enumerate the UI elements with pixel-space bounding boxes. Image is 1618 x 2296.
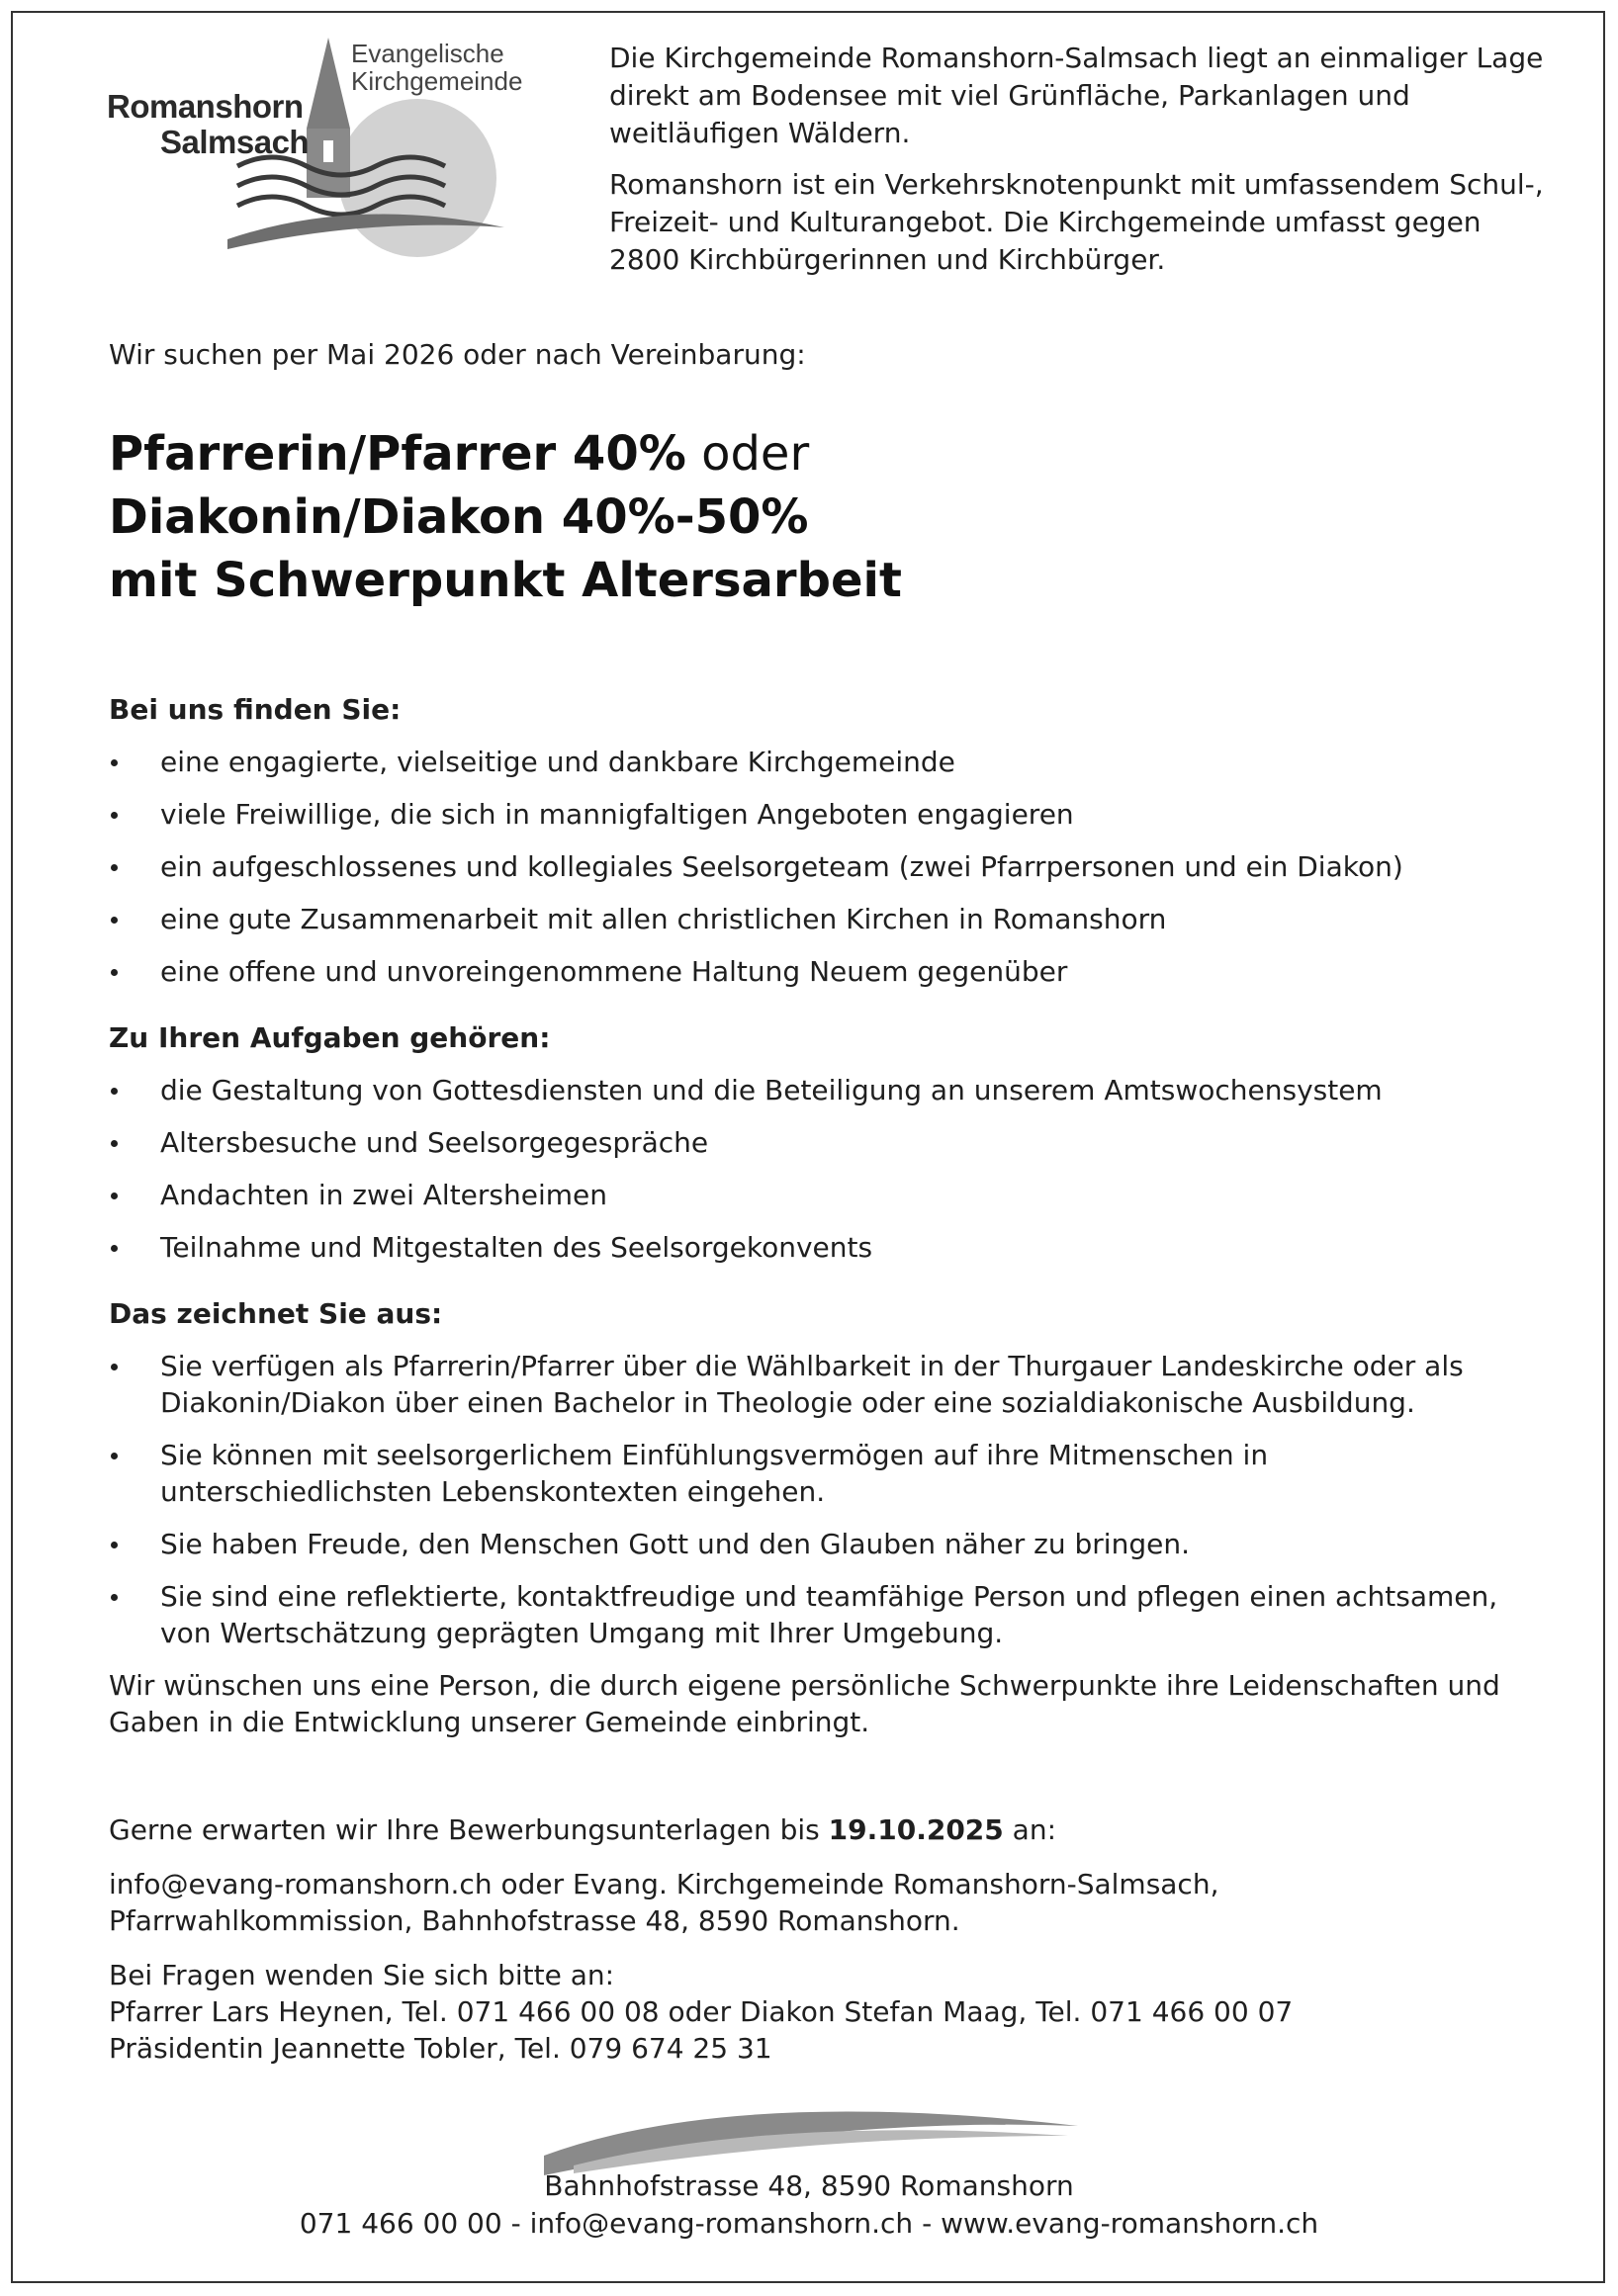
list-item: Sie sind eine reflektierte, kontaktfreudige und teamfähige Person und pflegen einen achtsamen, von Wertschätzung geprägten Umgang mit Ihrer Umgebung. [109,1578,1533,1651]
footer-contact: 071 466 00 00 - info@evang-romanshorn.ch - www.evang-romanshorn.ch [299,2207,1319,2240]
section-heading-offer: Bei uns finden Sie: [109,693,402,726]
intro-paragraph: Romanshorn ist ein Verkehrsknotenpunkt mit umfassendem Schul-, Freizeit- und Kulturangebot. Die Kirchgemeinde umfasst gegen 2800 Kirchbürgerinnen und Kirchbürger. [609,168,1544,276]
list-item: die Gestaltung von Gottesdiensten und die Beteiligung an unserem Amtswochensystem [109,1072,1533,1108]
title-line1-bold: Pfarrerin/Pfarrer 40% [109,426,686,482]
list-item: eine offene und unvoreingenommene Haltung Neuem gegenüber [109,953,1533,990]
section-heading-tasks: Zu Ihren Aufgaben gehören: [109,1021,551,1054]
address-line: info@evang-romanshorn.ch oder Evang. Kirchgemeinde Romanshorn-Salmsach, [109,1868,1219,1900]
section-heading-profile: Das zeichnet Sie aus: [109,1297,443,1330]
logo-sub-line2: Kirchgemeinde [351,66,523,96]
tasks-list [109,1072,1533,1266]
contact-intro: Bei Fragen wenden Sie sich bitte an: [109,1959,615,1991]
list-item: eine gute Zusammenarbeit mit allen christlichen Kirchen in Romanshorn [109,901,1533,937]
application-prefix: Gerne erwarten wir Ihre Bewerbungsunterlagen bis [109,1813,829,1846]
contact-line: Präsidentin Jeannette Tobler, Tel. 079 674 25 31 [109,2032,772,2065]
list-item: viele Freiwillige, die sich in mannigfaltigen Angeboten engagieren [109,796,1533,833]
application-deadline [109,1811,1533,1848]
address-line: Pfarrwahlkommission, Bahnhofstrasse 48, 8590 Romanshorn. [109,1904,960,1937]
job-ad-body [109,336,1533,2067]
contact-line: Pfarrer Lars Heynen, Tel. 071 466 00 08 oder Diakon Stefan Maag, Tel. 071 466 00 07 [109,1995,1294,2028]
footer-address: Bahnhofstrasse 48, 8590 Romanshorn [544,2169,1074,2202]
title-line3: mit Schwerpunkt Altersarbeit [109,553,902,608]
list-item: Sie verfügen als Pfarrerin/Pfarrer über die Wählbarkeit in der Thurgauer Landeskirche oder als Diakonin/Diakon über einen Bachelor in Theologie oder eine sozialdiakonische Ausbildung. [109,1348,1533,1421]
job-title [109,422,1533,612]
logo-sub-line1: Evangelische [351,39,504,68]
lead-text: Wir suchen per Mai 2026 oder nach Vereinbarung: [109,338,806,371]
footer [0,2167,1618,2243]
church-logo [99,30,534,267]
list-item: Altersbesuche und Seelsorgegespräche [109,1124,1533,1161]
logo-name-line2: Salmsach [160,124,310,160]
deadline-date: 19.10.2025 [828,1813,1004,1846]
list-item: ein aufgeschlossenes und kollegiales Seelsorgeteam (zwei Pfarrpersonen und ein Diakon) [109,848,1533,885]
offer-list [109,744,1533,990]
application-address [109,1866,1533,1939]
intro-paragraph: Die Kirchgemeinde Romanshorn-Salmsach liegt an einmaliger Lage direkt am Bodensee mit viel Grünfläche, Parkanlagen und weitläufigen Wäldern. [609,42,1544,149]
closing-paragraph: Wir wünschen uns eine Person, die durch eigene persönliche Schwerpunkte ihre Leidenschaften und Gaben in die Entwicklung unserer Gemeinde einbringt. [109,1669,1500,1738]
list-item: Teilnahme und Mitgestalten des Seelsorgekonvents [109,1229,1533,1266]
list-item: Andachten in zwei Altersheimen [109,1177,1533,1213]
list-item: Sie haben Freude, den Menschen Gott und den Glauben näher zu bringen. [109,1526,1533,1562]
contact-info [109,1957,1533,2067]
logo-name-line1: Romanshorn [107,88,304,125]
application-suffix: an: [1003,1813,1057,1846]
title-line1-light: oder [685,426,810,482]
intro-text [609,40,1559,293]
list-item: eine engagierte, vielseitige und dankbare Kirchgemeinde [109,744,1533,780]
title-line2: Diakonin/Diakon 40%-50% [109,489,809,545]
profile-list [109,1348,1533,1651]
list-item: Sie können mit seelsorgerlichem Einfühlungsvermögen auf ihre Mitmenschen in unterschiedlichsten Lebenskontexten eingehen. [109,1437,1533,1510]
